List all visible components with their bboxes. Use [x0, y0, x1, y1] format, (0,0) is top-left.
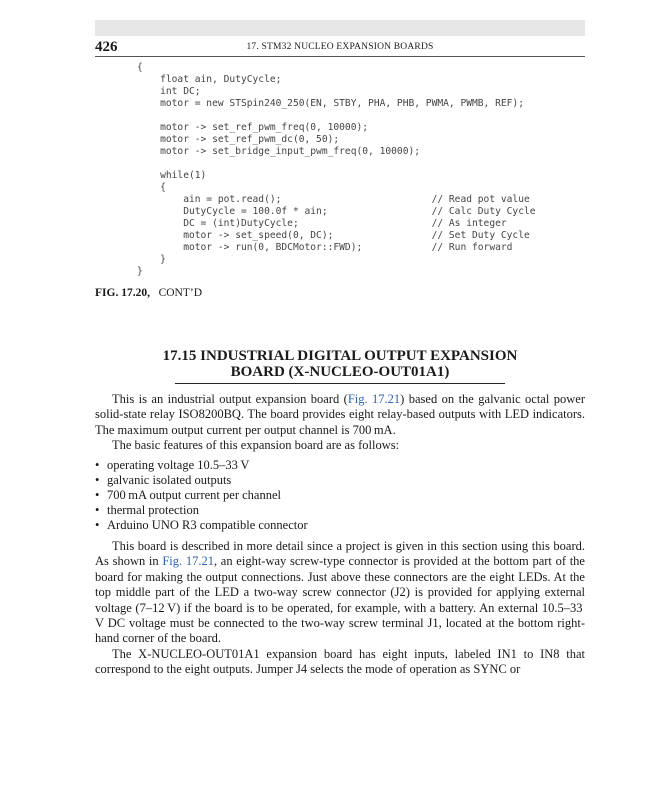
- bullet-icon: •: [95, 458, 100, 472]
- code-line: }: [137, 266, 143, 277]
- running-head: 17. STM32 NUCLEO EXPANSION BOARDS: [246, 42, 434, 52]
- header-bar: [95, 20, 585, 36]
- code-line: while(1): [137, 170, 207, 181]
- section-title-rule: [175, 383, 505, 384]
- intro-paragraphs: [95, 392, 585, 454]
- code-line: {: [137, 182, 166, 193]
- features-list: [95, 458, 585, 533]
- code-line: motor -> set_ref_pwm_freq(0, 10000);: [137, 122, 369, 133]
- list-item: • operating voltage 10.5–33 V: [95, 458, 250, 472]
- fig-17-21-link-2[interactable]: Fig. 17.21: [162, 554, 214, 569]
- figure-caption-text: CONT’D: [158, 287, 203, 299]
- code-line: }: [137, 254, 166, 265]
- bullet-icon: •: [95, 488, 100, 502]
- section-title-line-2: BOARD (X-NUCLEO-OUT01A1): [230, 364, 450, 380]
- figure-label: FIG. 17.20,: [95, 287, 150, 299]
- list-item: • galvanic isolated outputs: [95, 473, 232, 487]
- paragraph-2: The basic features of this expansion board are as follows:: [112, 438, 400, 453]
- list-item: • 700 mA output current per channel: [95, 488, 281, 502]
- fig-17-21-link[interactable]: Fig. 17.21: [347, 392, 401, 406]
- code-line: DC = (int)DutyCycle; // As integer: [137, 218, 507, 229]
- code-line: motor -> set_ref_pwm_dc(0, 50);: [137, 134, 340, 145]
- code-line: motor -> set_speed(0, DC); // Set Duty Cycle: [137, 230, 530, 241]
- bullet-icon: •: [95, 473, 100, 487]
- code-line: DutyCycle = 100.0f * ain; // Calc Duty Cycle: [137, 206, 536, 217]
- paragraph-3: This board is described in more detail since a project is given in this section using this board. As shown in Fig. 17.21, an eight-way screw-type connector is provided at the bottom part of the board for making the output connections. Just above these connectors are the eight LEDs. At the top middle part of the LED a two-way screw connector (J2) is provided for applying external voltage (7–12 V) if the board is to be operated, for example, with a battery. An external 10.5–33 V DC voltage must be connected to the two-way screw terminal J1, located at the bottom right-hand corner of the board.: [95, 539, 585, 646]
- list-item: • Arduino UNO R3 compatible connector: [95, 518, 308, 532]
- code-line: motor -> set_bridge_input_pwm_freq(0, 10000);: [137, 146, 421, 157]
- paragraph-1: This is an industrial output expansion board (Fig. 17.21) based on the galvanic octal power solid-state relay ISO8200BQ. The board provides eight relay-based outputs with LED indicators. The maximum output current per output channel is 700 mA.: [95, 392, 585, 437]
- code-listing: [137, 62, 536, 278]
- bullet-icon: •: [95, 503, 100, 517]
- code-line: motor -> run(0, BDCMotor::FWD); // Run forward: [137, 242, 513, 253]
- code-line: float ain, DutyCycle;: [137, 74, 282, 85]
- figure-caption: [95, 286, 202, 300]
- section-title-line-1: 17.15 INDUSTRIAL DIGITAL OUTPUT EXPANSION: [162, 348, 518, 364]
- section-title: [95, 348, 585, 380]
- code-line: ain = pot.read(); // Read pot value: [137, 194, 530, 205]
- bullet-icon: •: [95, 518, 100, 532]
- code-line: {: [137, 62, 143, 73]
- body-paragraphs: [95, 539, 585, 678]
- paragraph-5: The X-NUCLEO-OUT01A1 expansion board has eight inputs, labeled IN1 to IN8 that correspond to the eight outputs. Jumper J4 selects the mode of operation as SYNC or: [95, 646, 585, 677]
- page-number: 426: [95, 39, 118, 55]
- page-header: [95, 38, 585, 57]
- list-item: • thermal protection: [95, 503, 199, 517]
- code-line: motor = new STSpin240_250(EN, STBY, PHA, PHB, PWMA, PWMB, REF);: [137, 98, 524, 109]
- code-line: int DC;: [137, 86, 201, 97]
